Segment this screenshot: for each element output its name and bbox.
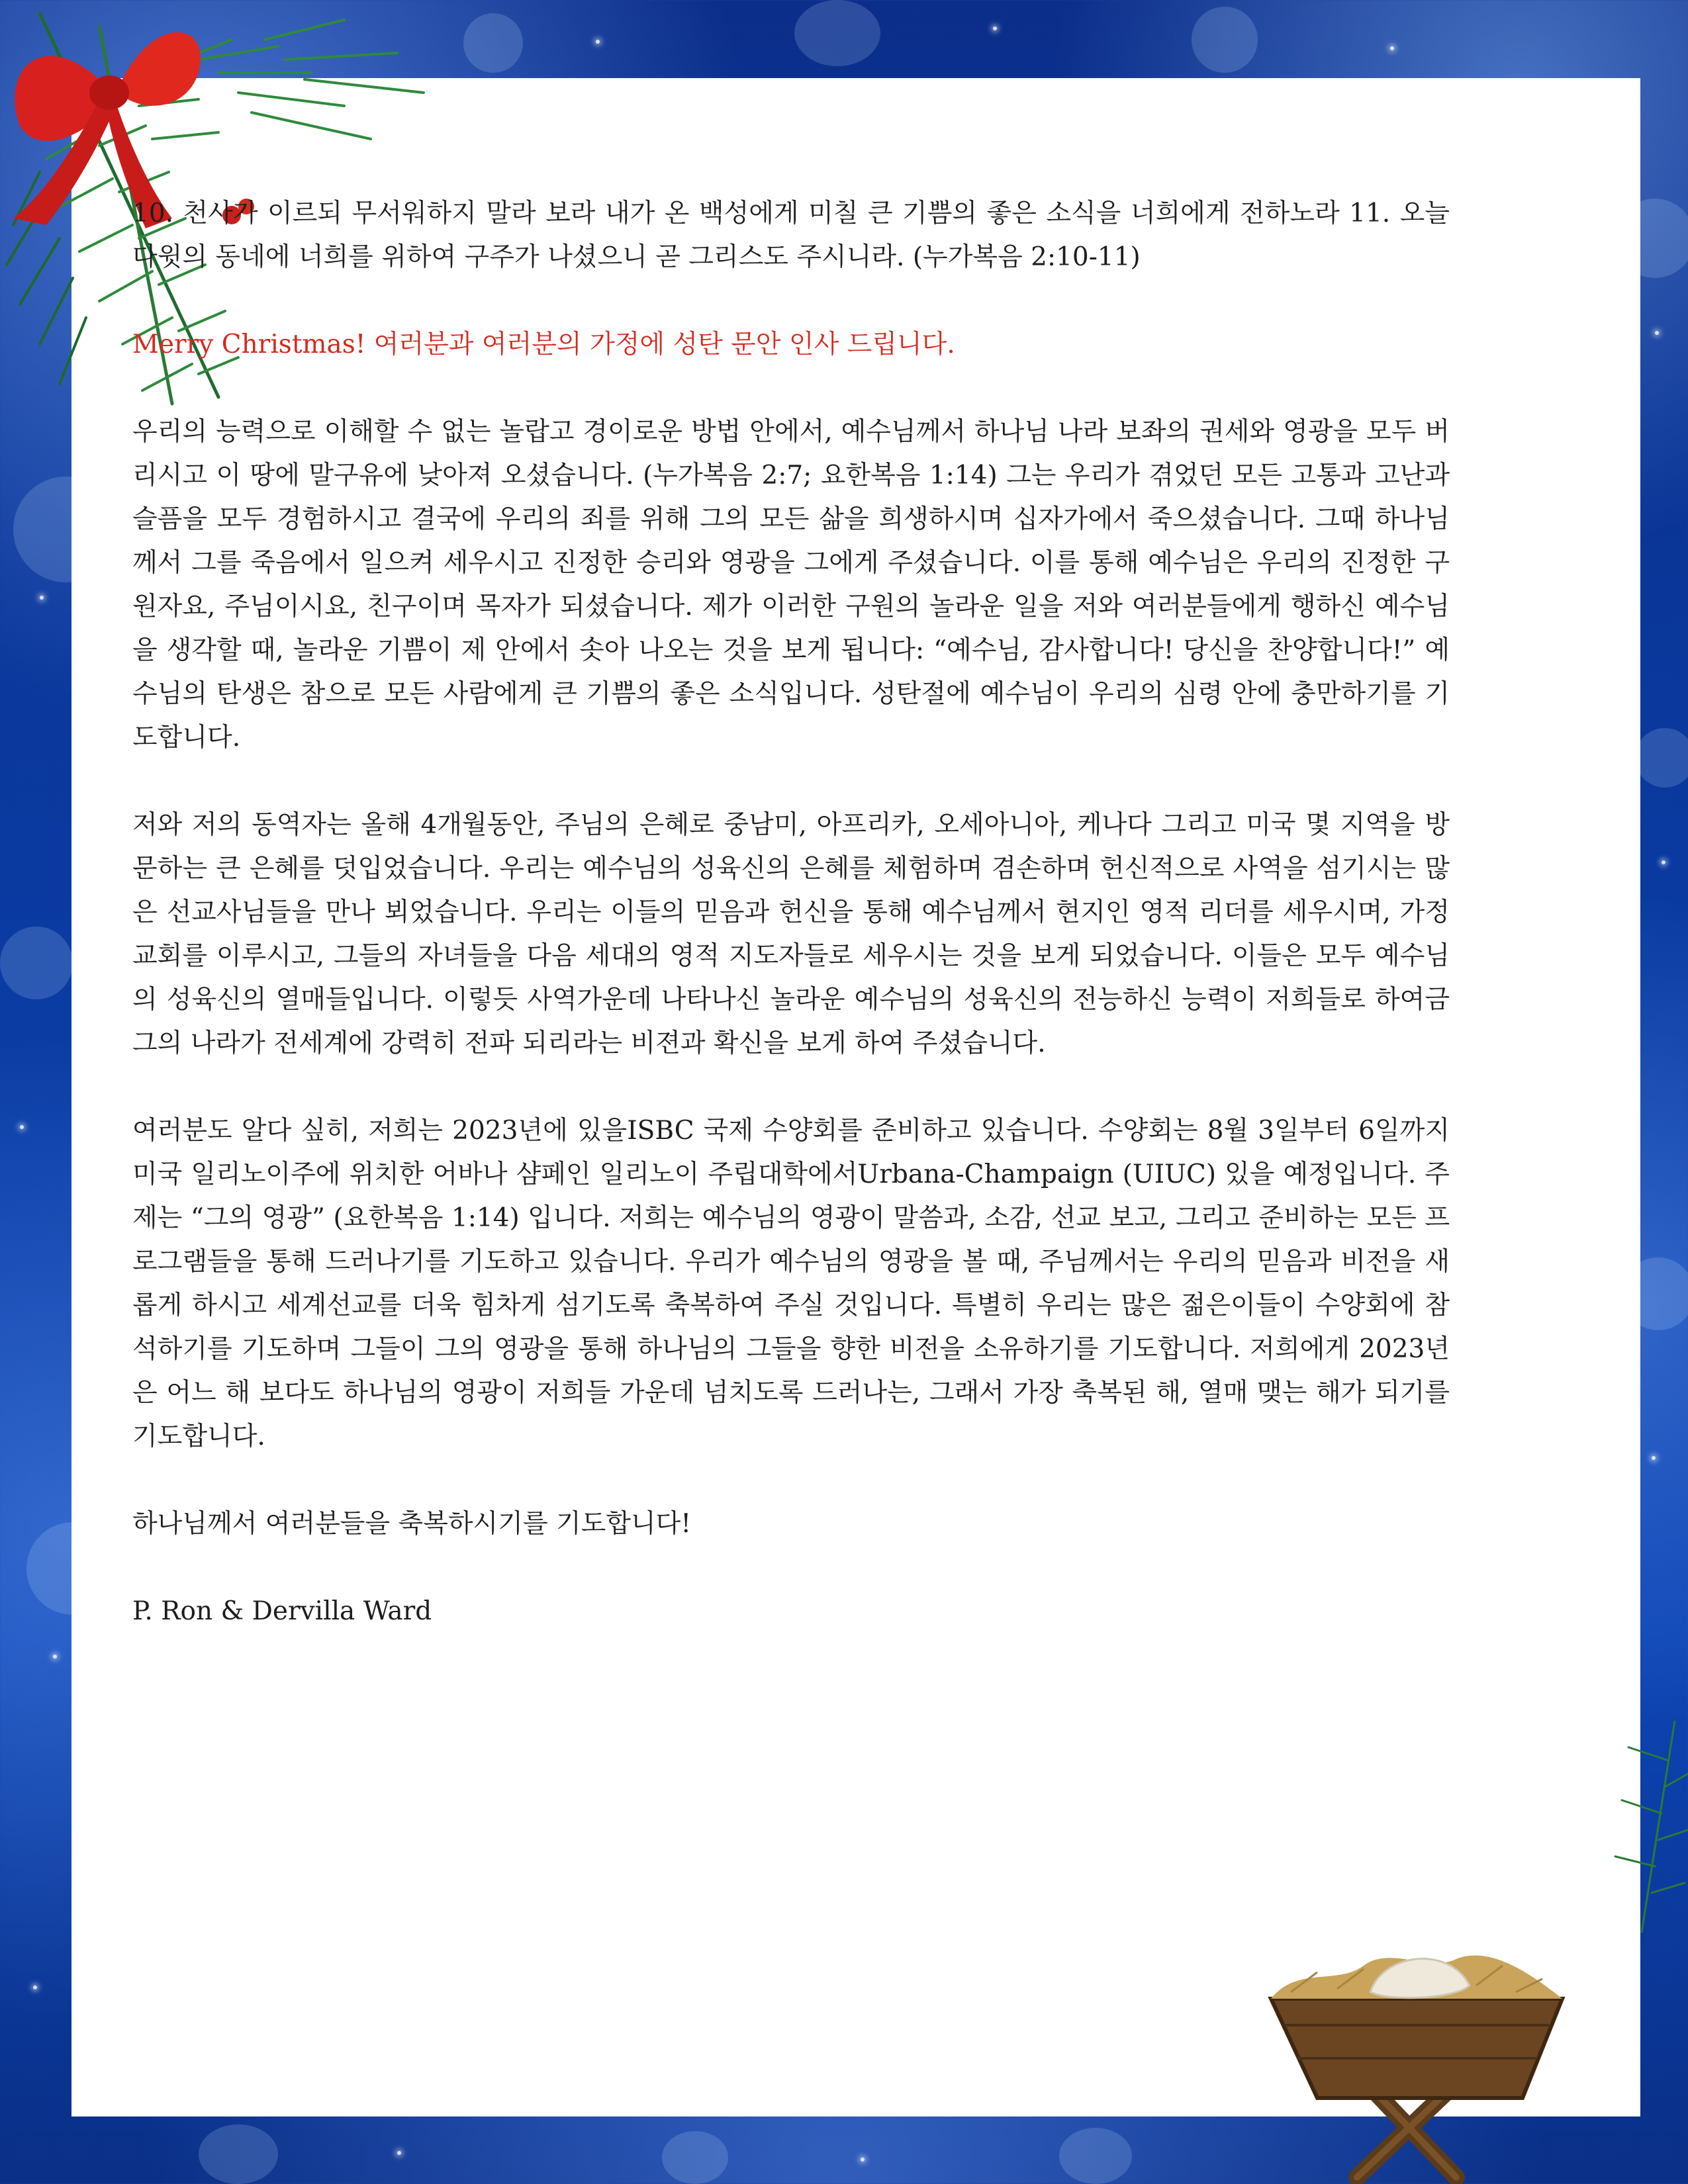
- letter-body: [132, 192, 1450, 1633]
- body-paragraph-2: 저와 저의 동역자는 올해 4개월동안, 주님의 은혜로 중남미, 아프리카, 오세아니아, 케나다 그리고 미국 몇 지역을 방문하는 큰 은혜를 덧입었습니다. 우리는 예수님의 성육신의 은혜를 체험하며 겸손하며 헌신적으로 사역을 섬기시는 많은 선교사님들을 만나 뵈었습니다. 우리는 이들의 믿음과 헌신을 통해 예수님께서 현지인 영적 리더를 세우시며, 가정 교회를 이루시고, 그들의 자녀들을 다음 세대의 영적 지도자들로 세우시는 것을 보게 되었습니다. 이들은 모두 예수님의 성육신의 열매들입니다. 이렇듯 사역가운데 나타나신 놀라운 예수님의 성육신의 전능하신 능력이 저희들로 하여금 그의 나라가 전세계에 강력히 전파 되리라는 비젼과 확신을 보게 하여 주셨습니다.: [132, 810, 1450, 1058]
- closing-blessing: 하나님께서 여러분들을 축복하시기를 기도합니다!: [132, 1509, 692, 1539]
- body-paragraph-1: 우리의 능력으로 이해할 수 없는 놀랍고 경이로운 방법 안에서, 예수님께서 하나님 나라 보좌의 권세와 영광을 모두 버리시고 이 땅에 말구유에 낮아져 오셨습니다. (누가복음 2:7; 요한복음 1:14) 그는 우리가 겪었던 모든 고통과 고난과 슬픔을 모두 경험하시고 결국에 우리의 죄를 위해 그의 모든 삶을 희생하시며 십자가에서 죽으셨습니다. 그때 하나님께서 그를 죽음에서 일으켜 세우시고 진정한 승리와 영광을 그에게 주셨습니다. 이를 통해 예수님은 우리의 진정한 구원자요, 주님이시요, 친구이며 목자가 되셨습니다. 제가 이러한 구원의 놀라운 일을 저와 여러분들에게 행하신 예수님을 생각할 때, 놀라운 기쁨이 제 안에서 솟아 나오는 것을 보게 됩니다: “예수님, 감사합니다! 당신을 찬양합니다!” 예수님의 탄생은 참으로 모든 사람에게 큰 기쁨의 좋은 소식입니다. 성탄절에 예수님이 우리의 심령 안에 충만하기를 기도합니다.: [132, 417, 1450, 752]
- pine-branch-icon: [1602, 1721, 1688, 1933]
- christmas-greeting: Merry Christmas! 여러분과 여러분의 가정에 성탄 문안 인사 드립니다.: [132, 330, 955, 359]
- body-paragraph-3: 여러분도 알다 싶히, 저희는 2023년에 있을ISBC 국제 수양회를 준비하고 있습니다. 수양회는 8월 3일부터 6일까지 미국 일리노이주에 위치한 어바나 샴페인 일리노이 주립대학에서Urbana-Champaign (UIUC) 있을 예정입니다. 주제는 “그의 영광” (요한복음 1:14) 입니다. 저희는 예수님의 영광이 말씀과, 소감, 선교 보고, 그리고 준비하는 모든 프로그램들을 통해 드러나기를 기도하고 있습니다. 우리가 예수님의 영광을 볼 때, 주님께서는 우리의 믿음과 비전을 새롭게 하시고 세계선교를 더욱 힘차게 섬기도록 축복하여 주실 것입니다. 특별히 우리는 많은 젊은이들이 수양회에 참석하기를 기도하며 그들이 그의 영광을 통해 하나님의 그들을 향한 비전을 소유하기를 기도합니다. 저희에게 2023년은 어느 해 보다도 하나님의 영광이 저희들 가운데 넘치도록 드러나는, 그래서 가장 축복된 해, 열매 맺는 해가 되기를 기도합니다.: [132, 1116, 1450, 1451]
- manger-icon: [1258, 1946, 1575, 2184]
- signature: P. Ron & Dervilla Ward: [132, 1596, 432, 1626]
- scripture-quote: 10. 천사가 이르되 무서워하지 말라 보라 내가 온 백성에게 미칠 큰 기쁨의 좋은 소식을 너희에게 전하노라 11. 오늘 다윗의 동네에 너희를 위하여 구주가 나셨으니 곧 그리스도 주시니라. (누가복음 2:10-11): [132, 199, 1450, 272]
